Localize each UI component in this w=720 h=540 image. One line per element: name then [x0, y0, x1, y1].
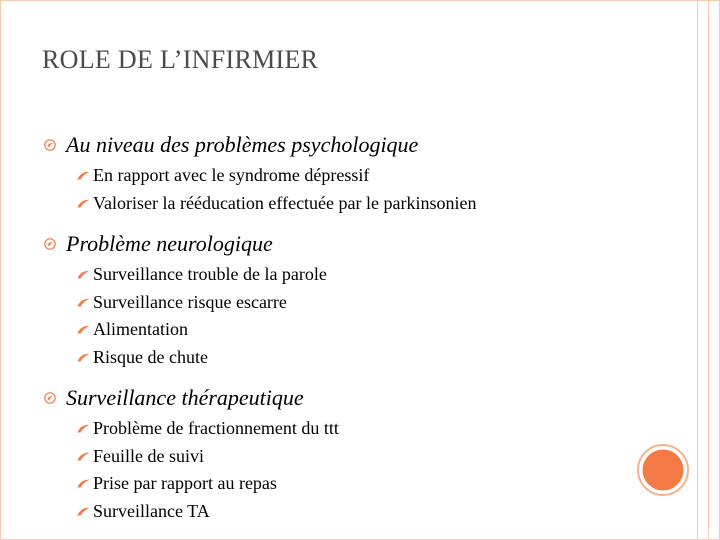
list-item [77, 498, 684, 526]
section-bullet-icon [44, 238, 56, 250]
item-text: Feuille de suivi [93, 445, 204, 466]
list-item [77, 190, 684, 218]
section-neurological [44, 227, 684, 371]
list-item [77, 316, 684, 344]
page-title: ROLE DE L’INFIRMIER [42, 45, 319, 74]
item-text: Problème de fractionnement du ttt [93, 418, 339, 439]
item-text: Prise par rapport au repas [93, 473, 277, 494]
item-text: En rapport avec le syndrome dépressif [93, 165, 370, 186]
item-bullet-icon [77, 479, 90, 488]
item-text: Surveillance trouble de la parole [93, 264, 327, 285]
list-item [77, 289, 684, 317]
item-bullet-icon [77, 199, 90, 208]
list-item [77, 261, 684, 289]
section-heading: Problème neurologique [66, 231, 273, 256]
list-item [77, 344, 684, 372]
item-bullet-icon [77, 452, 90, 461]
list-item [77, 415, 684, 443]
item-bullet-icon [77, 325, 90, 334]
section-heading: Au niveau des problèmes psychologique [66, 132, 419, 157]
list-item [77, 162, 684, 190]
section-bullet-icon [44, 392, 56, 404]
item-bullet-icon [77, 298, 90, 307]
section-heading: Surveillance thérapeutique [66, 385, 304, 410]
item-text: Surveillance TA [93, 500, 210, 521]
section-psychological [44, 128, 684, 217]
item-bullet-icon [77, 353, 90, 362]
list-item [77, 443, 684, 471]
item-text: Risque de chute [93, 346, 208, 367]
section-therapeutic [44, 381, 684, 525]
item-bullet-icon [77, 270, 90, 279]
item-text: Alimentation [93, 319, 188, 340]
section-bullet-icon [44, 139, 56, 151]
slide-body [44, 128, 684, 525]
item-bullet-icon [77, 507, 90, 516]
item-text: Surveillance risque escarre [93, 291, 287, 312]
item-text: Valoriser la rééducation effectuée par le parkinsonien [93, 192, 477, 213]
item-bullet-icon [77, 171, 90, 180]
item-bullet-icon [77, 424, 90, 433]
list-item [77, 470, 684, 498]
